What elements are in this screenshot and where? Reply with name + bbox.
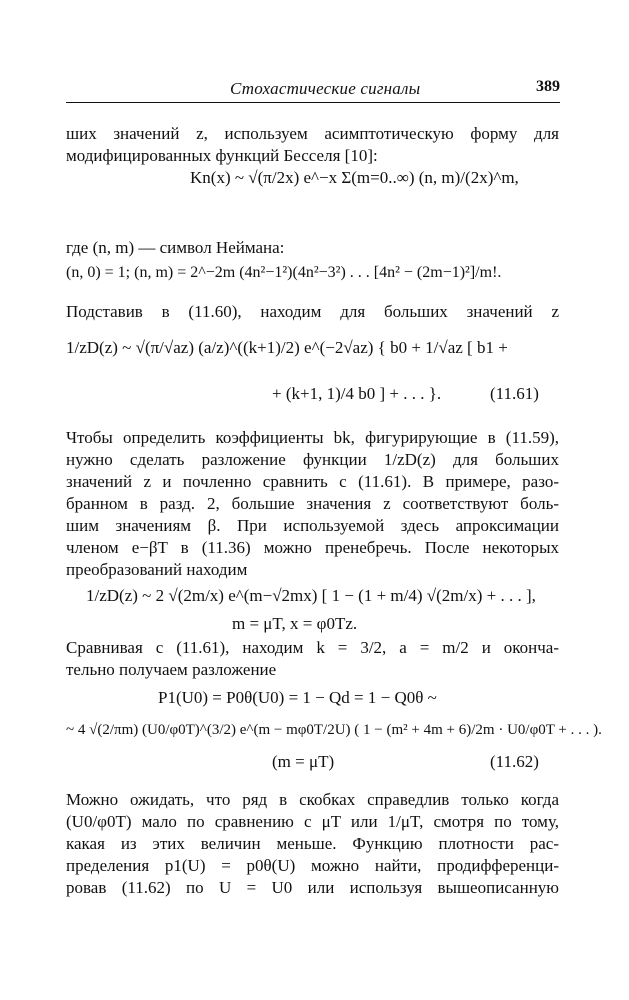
text-line: бранном в разд. 2, большие значения z соответствуют боль- — [66, 494, 559, 513]
text-line: где (n, m) — символ Неймана: — [66, 238, 285, 257]
text-line: ших значений z, используем асимптотическую форму для — [66, 124, 559, 143]
equation-1161-line1: 1/zD(z) ~ √(π/√az) (a/z)^((k+1)/2) e^(−2√az) { b0 + 1/√az [ b1 + — [66, 338, 508, 357]
text-line: модифицированных функций Бесселя [10]: — [66, 146, 378, 165]
page-number: 389 — [536, 78, 560, 95]
text-line: (U0/φ0T) мало по сравнению с μT или 1/μT, смотря по тому, — [66, 812, 559, 831]
text-line: преобразований находим — [66, 560, 248, 579]
equation-number: (11.61) — [490, 384, 539, 403]
text-line: Можно ожидать, что ряд в скобках справедлив только когда — [66, 790, 559, 809]
text-line: пределения p1(U) = p0θ(U) можно найти, продифференци- — [66, 856, 559, 875]
equation-1162-line2: ~ 4 √(2/πm) (U0/φ0T)^(3/2) e^(m − mφ0T/2U) ( 1 − (m² + 4m + 6)/2m · U0/φ0T + . . . ). — [66, 722, 602, 738]
text-line: значений z и почленно сравнить с (11.61). В примере, разо- — [66, 472, 559, 491]
equation-bessel: Kn(x) ~ √(π/2x) e^−x Σ(m=0..∞) (n, m)/(2x)^m, — [190, 168, 519, 187]
running-title: Стохастические сигналы — [230, 79, 421, 98]
text-line: членом e−βT в (11.36) можно пренебречь. После некоторых — [66, 538, 559, 557]
text-line: ровав (11.62) по U = U0 или используя вышеописанную — [66, 878, 559, 897]
equation-neumann: (n, 0) = 1; (n, m) = 2^−2m (4n²−1²)(4n²−3²) . . . [4n² − (2m−1)²]/m!. — [66, 264, 502, 281]
equation-1161-line2: + (k+1, 1)/4 b0 ] + . . . }. — [272, 384, 442, 403]
equation-1162-line1: P1(U0) = P0θ(U0) = 1 − Qd = 1 − Q0θ ~ — [158, 688, 437, 707]
text-line: какая из этих величин меньше. Функцию плотности рас- — [66, 834, 559, 853]
equation-zd-line2: m = μT, x = φ0Tz. — [232, 614, 358, 633]
text-line: нужно сделать разложение функции 1/zD(z) для больших — [66, 450, 559, 469]
equation-zd-line1: 1/zD(z) ~ 2 √(2m/x) e^(m−√2mx) [ 1 − (1 + m/4) √(2m/x) + . . . ], — [86, 586, 536, 605]
text-line: Подставив в (11.60), находим для больших значений z — [66, 302, 559, 321]
text-line: шим значениям β. При используемой здесь апроксимации — [66, 516, 559, 535]
equation-number: (11.62) — [490, 752, 539, 771]
text-line: Чтобы определить коэффициенты bk, фигурирующие в (11.59), — [66, 428, 559, 447]
equation-1162-line3: (m = μT) — [272, 752, 335, 771]
text-line: Сравнивая с (11.61), находим k = 3/2, a = m/2 и оконча- — [66, 638, 559, 657]
running-head — [66, 76, 560, 103]
text-line: тельно получаем разложение — [66, 660, 277, 679]
